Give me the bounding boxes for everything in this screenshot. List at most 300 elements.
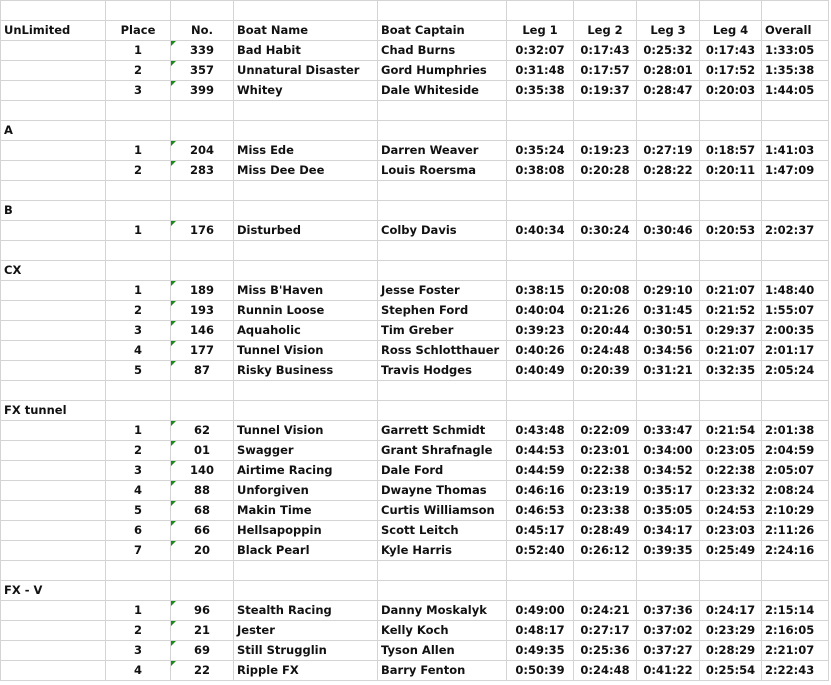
captain[interactable]: Colby Davis (378, 221, 507, 241)
leg4[interactable]: 0:21:52 (700, 301, 762, 321)
cell[interactable] (1, 61, 106, 81)
cell[interactable] (762, 381, 829, 401)
overall[interactable]: 2:21:07 (762, 641, 829, 661)
place[interactable]: 4 (106, 341, 171, 361)
boat-name[interactable]: Miss Ede (234, 141, 378, 161)
boat-number[interactable]: 87 (171, 361, 234, 381)
overall[interactable]: 1:48:40 (762, 281, 829, 301)
cell[interactable] (234, 261, 378, 281)
overall[interactable]: 1:33:05 (762, 41, 829, 61)
place[interactable]: 3 (106, 641, 171, 661)
leg3[interactable]: 0:39:35 (637, 541, 700, 561)
header-number[interactable]: No. (171, 21, 234, 41)
boat-name[interactable]: Miss Dee Dee (234, 161, 378, 181)
boat-number[interactable]: 146 (171, 321, 234, 341)
leg2[interactable]: 0:17:57 (574, 61, 637, 81)
leg3[interactable]: 0:29:10 (637, 281, 700, 301)
leg1[interactable]: 0:44:53 (507, 441, 574, 461)
cell[interactable] (700, 201, 762, 221)
leg3[interactable]: 0:31:21 (637, 361, 700, 381)
leg1[interactable]: 0:39:23 (507, 321, 574, 341)
overall[interactable]: 1:55:07 (762, 301, 829, 321)
cell[interactable] (637, 101, 700, 121)
cell[interactable] (1, 621, 106, 641)
boat-number[interactable]: 193 (171, 301, 234, 321)
cell[interactable] (574, 121, 637, 141)
leg4[interactable]: 0:20:03 (700, 81, 762, 101)
cell[interactable] (378, 381, 507, 401)
leg4[interactable]: 0:22:38 (700, 461, 762, 481)
boat-number[interactable]: 399 (171, 81, 234, 101)
cell[interactable] (700, 101, 762, 121)
class-name[interactable]: A (1, 121, 106, 141)
boat-number[interactable]: 01 (171, 441, 234, 461)
leg1[interactable]: 0:31:48 (507, 61, 574, 81)
leg4[interactable]: 0:24:53 (700, 501, 762, 521)
place[interactable]: 5 (106, 501, 171, 521)
header-category[interactable]: UnLimited (1, 21, 106, 41)
boat-number[interactable]: 21 (171, 621, 234, 641)
leg1[interactable]: 0:50:39 (507, 661, 574, 681)
cell[interactable] (234, 401, 378, 421)
leg1[interactable]: 0:49:35 (507, 641, 574, 661)
place[interactable]: 3 (106, 461, 171, 481)
leg1[interactable]: 0:38:15 (507, 281, 574, 301)
boat-name[interactable]: Tunnel Vision (234, 341, 378, 361)
leg3[interactable]: 0:28:47 (637, 81, 700, 101)
cell[interactable] (1, 601, 106, 621)
cell[interactable] (106, 401, 171, 421)
cell[interactable] (1, 321, 106, 341)
cell[interactable] (1, 501, 106, 521)
cell[interactable] (762, 201, 829, 221)
cell[interactable] (378, 241, 507, 261)
leg4[interactable]: 0:21:54 (700, 421, 762, 441)
cell[interactable] (700, 241, 762, 261)
place[interactable]: 5 (106, 361, 171, 381)
cell[interactable] (234, 581, 378, 601)
cell[interactable] (762, 261, 829, 281)
captain[interactable]: Ross Schlotthauer (378, 341, 507, 361)
leg3[interactable]: 0:34:52 (637, 461, 700, 481)
header-boat-name[interactable]: Boat Name (234, 21, 378, 41)
leg2[interactable]: 0:22:09 (574, 421, 637, 441)
cell[interactable] (1, 561, 106, 581)
cell[interactable] (106, 261, 171, 281)
cell[interactable] (234, 241, 378, 261)
boat-number[interactable]: 204 (171, 141, 234, 161)
leg2[interactable]: 0:24:21 (574, 601, 637, 621)
cell[interactable] (507, 1, 574, 21)
cell[interactable] (1, 81, 106, 101)
cell[interactable] (106, 241, 171, 261)
captain[interactable]: Darren Weaver (378, 141, 507, 161)
cell[interactable] (171, 261, 234, 281)
captain[interactable]: Garrett Schmidt (378, 421, 507, 441)
leg1[interactable]: 0:46:53 (507, 501, 574, 521)
leg3[interactable]: 0:34:00 (637, 441, 700, 461)
leg1[interactable]: 0:40:34 (507, 221, 574, 241)
leg3[interactable]: 0:30:46 (637, 221, 700, 241)
cell[interactable] (1, 221, 106, 241)
captain[interactable]: Grant Shrafnagle (378, 441, 507, 461)
leg4[interactable]: 0:18:57 (700, 141, 762, 161)
boat-name[interactable]: Whitey (234, 81, 378, 101)
overall[interactable]: 2:11:26 (762, 521, 829, 541)
cell[interactable] (1, 541, 106, 561)
leg4[interactable]: 0:20:11 (700, 161, 762, 181)
cell[interactable] (378, 401, 507, 421)
captain[interactable]: Dale Ford (378, 461, 507, 481)
leg3[interactable]: 0:37:27 (637, 641, 700, 661)
leg1[interactable]: 0:32:07 (507, 41, 574, 61)
captain[interactable]: Chad Burns (378, 41, 507, 61)
leg4[interactable]: 0:23:32 (700, 481, 762, 501)
leg4[interactable]: 0:23:29 (700, 621, 762, 641)
leg3[interactable]: 0:37:36 (637, 601, 700, 621)
leg1[interactable]: 0:35:24 (507, 141, 574, 161)
cell[interactable] (378, 561, 507, 581)
boat-number[interactable]: 20 (171, 541, 234, 561)
cell[interactable] (378, 181, 507, 201)
leg2[interactable]: 0:23:19 (574, 481, 637, 501)
leg2[interactable]: 0:24:48 (574, 661, 637, 681)
cell[interactable] (378, 121, 507, 141)
header-leg3[interactable]: Leg 3 (637, 21, 700, 41)
leg3[interactable]: 0:28:01 (637, 61, 700, 81)
captain[interactable]: Danny Moskalyk (378, 601, 507, 621)
boat-number[interactable]: 69 (171, 641, 234, 661)
cell[interactable] (1, 341, 106, 361)
boat-number[interactable]: 357 (171, 61, 234, 81)
leg3[interactable]: 0:30:51 (637, 321, 700, 341)
leg2[interactable]: 0:23:01 (574, 441, 637, 461)
cell[interactable] (762, 561, 829, 581)
cell[interactable] (637, 261, 700, 281)
boat-name[interactable]: Runnin Loose (234, 301, 378, 321)
leg4[interactable]: 0:25:49 (700, 541, 762, 561)
cell[interactable] (637, 381, 700, 401)
cell[interactable] (700, 181, 762, 201)
leg3[interactable]: 0:27:19 (637, 141, 700, 161)
place[interactable]: 1 (106, 601, 171, 621)
leg1[interactable]: 0:35:38 (507, 81, 574, 101)
cell[interactable] (1, 41, 106, 61)
leg4[interactable]: 0:23:05 (700, 441, 762, 461)
boat-name[interactable]: Miss B'Haven (234, 281, 378, 301)
leg4[interactable]: 0:24:17 (700, 601, 762, 621)
cell[interactable] (762, 241, 829, 261)
leg2[interactable]: 0:19:37 (574, 81, 637, 101)
leg1[interactable]: 0:40:49 (507, 361, 574, 381)
captain[interactable]: Jesse Foster (378, 281, 507, 301)
leg3[interactable]: 0:34:56 (637, 341, 700, 361)
overall[interactable]: 2:00:35 (762, 321, 829, 341)
cell[interactable] (1, 141, 106, 161)
boat-number[interactable]: 283 (171, 161, 234, 181)
cell[interactable] (507, 101, 574, 121)
boat-name[interactable]: Black Pearl (234, 541, 378, 561)
boat-number[interactable]: 62 (171, 421, 234, 441)
leg3[interactable]: 0:33:47 (637, 421, 700, 441)
cell[interactable] (171, 401, 234, 421)
cell[interactable] (574, 261, 637, 281)
leg4[interactable]: 0:28:29 (700, 641, 762, 661)
cell[interactable] (1, 241, 106, 261)
cell[interactable] (574, 401, 637, 421)
boat-name[interactable]: Makin Time (234, 501, 378, 521)
boat-name[interactable]: Swagger (234, 441, 378, 461)
leg4[interactable]: 0:29:37 (700, 321, 762, 341)
place[interactable]: 3 (106, 81, 171, 101)
place[interactable]: 1 (106, 221, 171, 241)
cell[interactable] (637, 401, 700, 421)
cell[interactable] (234, 121, 378, 141)
cell[interactable] (1, 281, 106, 301)
leg3[interactable]: 0:35:05 (637, 501, 700, 521)
overall[interactable]: 2:16:05 (762, 621, 829, 641)
leg1[interactable]: 0:46:16 (507, 481, 574, 501)
cell[interactable] (106, 1, 171, 21)
cell[interactable] (1, 301, 106, 321)
leg4[interactable]: 0:17:43 (700, 41, 762, 61)
cell[interactable] (171, 201, 234, 221)
leg4[interactable]: 0:17:52 (700, 61, 762, 81)
cell[interactable] (1, 1, 106, 21)
leg3[interactable]: 0:28:22 (637, 161, 700, 181)
leg2[interactable]: 0:22:38 (574, 461, 637, 481)
cell[interactable] (507, 581, 574, 601)
header-place[interactable]: Place (106, 21, 171, 41)
class-name[interactable]: B (1, 201, 106, 221)
captain[interactable]: Stephen Ford (378, 301, 507, 321)
header-leg1[interactable]: Leg 1 (507, 21, 574, 41)
cell[interactable] (762, 181, 829, 201)
captain[interactable]: Tyson Allen (378, 641, 507, 661)
boat-name[interactable]: Tunnel Vision (234, 421, 378, 441)
boat-name[interactable]: Still Strugglin (234, 641, 378, 661)
overall[interactable]: 1:44:05 (762, 81, 829, 101)
leg2[interactable]: 0:20:39 (574, 361, 637, 381)
cell[interactable] (171, 561, 234, 581)
leg1[interactable]: 0:43:48 (507, 421, 574, 441)
header-captain[interactable]: Boat Captain (378, 21, 507, 41)
cell[interactable] (637, 121, 700, 141)
cell[interactable] (637, 1, 700, 21)
overall[interactable]: 1:35:38 (762, 61, 829, 81)
cell[interactable] (171, 101, 234, 121)
cell[interactable] (700, 121, 762, 141)
header-leg4[interactable]: Leg 4 (700, 21, 762, 41)
cell[interactable] (507, 201, 574, 221)
cell[interactable] (507, 381, 574, 401)
cell[interactable] (1, 381, 106, 401)
boat-name[interactable]: Hellsapoppin (234, 521, 378, 541)
cell[interactable] (106, 581, 171, 601)
leg2[interactable]: 0:24:48 (574, 341, 637, 361)
cell[interactable] (378, 201, 507, 221)
cell[interactable] (378, 581, 507, 601)
cell[interactable] (171, 381, 234, 401)
leg2[interactable]: 0:30:24 (574, 221, 637, 241)
boat-name[interactable]: Disturbed (234, 221, 378, 241)
cell[interactable] (762, 101, 829, 121)
cell[interactable] (700, 261, 762, 281)
captain[interactable]: Barry Fenton (378, 661, 507, 681)
place[interactable]: 1 (106, 41, 171, 61)
cell[interactable] (507, 561, 574, 581)
cell[interactable] (762, 1, 829, 21)
overall[interactable]: 2:05:24 (762, 361, 829, 381)
place[interactable]: 2 (106, 621, 171, 641)
cell[interactable] (507, 181, 574, 201)
leg3[interactable]: 0:31:45 (637, 301, 700, 321)
captain[interactable]: Dale Whiteside (378, 81, 507, 101)
boat-name[interactable]: Jester (234, 621, 378, 641)
leg1[interactable]: 0:48:17 (507, 621, 574, 641)
cell[interactable] (1, 161, 106, 181)
leg1[interactable]: 0:40:26 (507, 341, 574, 361)
leg1[interactable]: 0:52:40 (507, 541, 574, 561)
overall[interactable]: 1:41:03 (762, 141, 829, 161)
captain[interactable]: Kelly Koch (378, 621, 507, 641)
boat-number[interactable]: 68 (171, 501, 234, 521)
leg3[interactable]: 0:35:17 (637, 481, 700, 501)
cell[interactable] (762, 121, 829, 141)
cell[interactable] (637, 241, 700, 261)
cell[interactable] (1, 421, 106, 441)
cell[interactable] (106, 201, 171, 221)
header-overall[interactable]: Overall (762, 21, 829, 41)
overall[interactable]: 2:01:17 (762, 341, 829, 361)
leg4[interactable]: 0:21:07 (700, 281, 762, 301)
captain[interactable]: Dwayne Thomas (378, 481, 507, 501)
class-name[interactable]: CX (1, 261, 106, 281)
leg2[interactable]: 0:26:12 (574, 541, 637, 561)
cell[interactable] (637, 561, 700, 581)
leg2[interactable]: 0:23:38 (574, 501, 637, 521)
overall[interactable]: 2:10:29 (762, 501, 829, 521)
captain[interactable]: Kyle Harris (378, 541, 507, 561)
cell[interactable] (1, 181, 106, 201)
boat-name[interactable]: Risky Business (234, 361, 378, 381)
leg2[interactable]: 0:17:43 (574, 41, 637, 61)
place[interactable]: 1 (106, 141, 171, 161)
leg2[interactable]: 0:20:44 (574, 321, 637, 341)
cell[interactable] (762, 581, 829, 601)
boat-name[interactable]: Ripple FX (234, 661, 378, 681)
leg2[interactable]: 0:19:23 (574, 141, 637, 161)
cell[interactable] (700, 1, 762, 21)
cell[interactable] (234, 101, 378, 121)
boat-name[interactable]: Unnatural Disaster (234, 61, 378, 81)
leg2[interactable]: 0:20:28 (574, 161, 637, 181)
class-name[interactable]: FX tunnel (1, 401, 106, 421)
cell[interactable] (574, 1, 637, 21)
cell[interactable] (1, 481, 106, 501)
cell[interactable] (106, 561, 171, 581)
cell[interactable] (234, 201, 378, 221)
overall[interactable]: 2:08:24 (762, 481, 829, 501)
cell[interactable] (637, 181, 700, 201)
cell[interactable] (171, 121, 234, 141)
overall[interactable]: 2:02:37 (762, 221, 829, 241)
place[interactable]: 1 (106, 281, 171, 301)
captain[interactable]: Tim Greber (378, 321, 507, 341)
boat-number[interactable]: 177 (171, 341, 234, 361)
place[interactable]: 4 (106, 481, 171, 501)
boat-name[interactable]: Stealth Racing (234, 601, 378, 621)
cell[interactable] (700, 381, 762, 401)
cell[interactable] (1, 521, 106, 541)
leg4[interactable]: 0:21:07 (700, 341, 762, 361)
boat-number[interactable]: 66 (171, 521, 234, 541)
cell[interactable] (574, 101, 637, 121)
leg2[interactable]: 0:27:17 (574, 621, 637, 641)
leg3[interactable]: 0:41:22 (637, 661, 700, 681)
leg2[interactable]: 0:28:49 (574, 521, 637, 541)
place[interactable]: 2 (106, 61, 171, 81)
cell[interactable] (507, 401, 574, 421)
cell[interactable] (378, 1, 507, 21)
captain[interactable]: Scott Leitch (378, 521, 507, 541)
place[interactable]: 6 (106, 521, 171, 541)
cell[interactable] (700, 561, 762, 581)
boat-number[interactable]: 140 (171, 461, 234, 481)
overall[interactable]: 2:22:43 (762, 661, 829, 681)
cell[interactable] (106, 101, 171, 121)
place[interactable]: 2 (106, 301, 171, 321)
boat-number[interactable]: 339 (171, 41, 234, 61)
cell[interactable] (1, 641, 106, 661)
overall[interactable]: 2:24:16 (762, 541, 829, 561)
leg4[interactable]: 0:25:54 (700, 661, 762, 681)
cell[interactable] (507, 121, 574, 141)
captain[interactable]: Travis Hodges (378, 361, 507, 381)
overall[interactable]: 2:15:14 (762, 601, 829, 621)
cell[interactable] (507, 241, 574, 261)
cell[interactable] (378, 261, 507, 281)
leg3[interactable]: 0:34:17 (637, 521, 700, 541)
boat-name[interactable]: Airtime Racing (234, 461, 378, 481)
place[interactable]: 7 (106, 541, 171, 561)
leg1[interactable]: 0:45:17 (507, 521, 574, 541)
cell[interactable] (171, 1, 234, 21)
cell[interactable] (234, 561, 378, 581)
cell[interactable] (574, 561, 637, 581)
leg2[interactable]: 0:20:08 (574, 281, 637, 301)
cell[interactable] (762, 401, 829, 421)
cell[interactable] (700, 581, 762, 601)
cell[interactable] (637, 201, 700, 221)
cell[interactable] (378, 101, 507, 121)
cell[interactable] (574, 201, 637, 221)
cell[interactable] (637, 581, 700, 601)
cell[interactable] (574, 181, 637, 201)
cell[interactable] (234, 1, 378, 21)
leg2[interactable]: 0:25:36 (574, 641, 637, 661)
cell[interactable] (574, 581, 637, 601)
cell[interactable] (106, 181, 171, 201)
cell[interactable] (106, 121, 171, 141)
cell[interactable] (106, 381, 171, 401)
boat-name[interactable]: Aquaholic (234, 321, 378, 341)
class-name[interactable]: FX - V (1, 581, 106, 601)
leg2[interactable]: 0:21:26 (574, 301, 637, 321)
cell[interactable] (234, 181, 378, 201)
cell[interactable] (171, 581, 234, 601)
cell[interactable] (171, 241, 234, 261)
